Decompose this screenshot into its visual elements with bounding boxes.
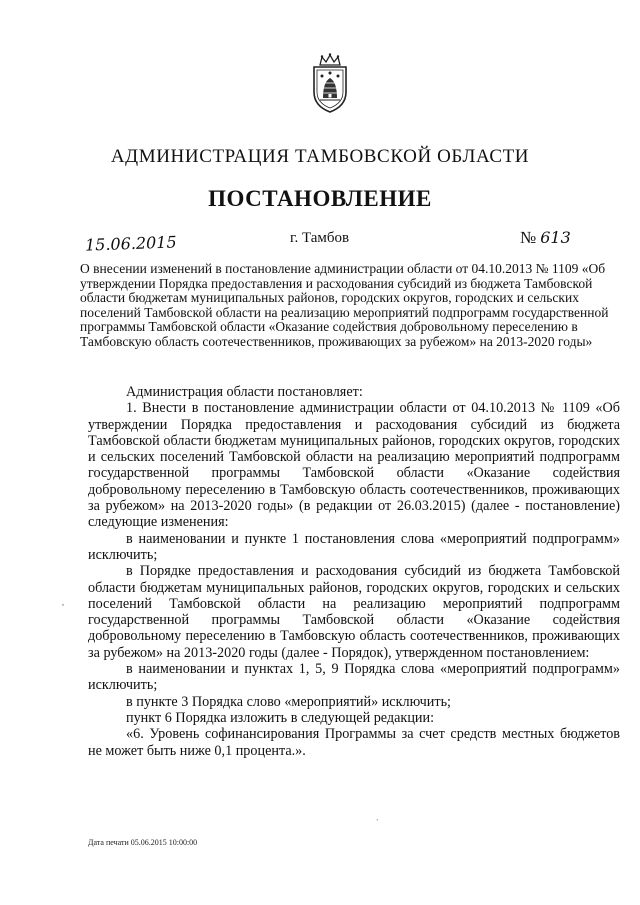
handwritten-date: 15.06.2015	[84, 232, 177, 255]
document-subject: О внесении изменений в постановление администрации области от 04.10.2013 № 1109 «Об утверждении Порядка предоставления и расходования субсидий из бюджета Тамбовской области бюджетам муниципальных районов, городских округов, городских и сельских поселений Тамбовской области на реализацию мероприятий подпрограмм государственной программы Тамбовской области «Оказание содействия добровольному переселению в Тамбовскую область соотечественников, проживающих за рубежом» на 2013-2020 годы»	[80, 261, 609, 349]
print-date: Дата печати 05.06.2015 10:00:00	[88, 838, 198, 847]
paragraph: в Порядке предоставления и расходования субсидий из бюджета Тамбовской области бюджетам муниципальных районов, городских округов, городских и сельских поселений Тамбовской области на реализацию мероприятий подпрограмм государственной программы Тамбовской области «Оказание содействия добровольному переселению в Тамбовскую область соотечественников, проживающих за рубежом» на 2013-2020 годы (далее - Порядок), утвержденном постановлением:	[88, 563, 620, 661]
paragraph: «6. Уровень софинансирования Программы за счет средств местных бюджетов не может быть ниже 0,1 процента.».	[88, 726, 620, 759]
paragraph: 1. Внести в постановление администрации области от 04.10.2013 № 1109 «Об утверждении Порядка предоставления и расходования субсидий из бюджета Тамбовской области бюджетам муниципальных районов, городских округов, городских и сельских поселений Тамбовской области на реализацию мероприятий подпрограмм государственной программы Тамбовской области «Оказание содействия добровольному переселению в Тамбовскую область соотечественников, проживающих за рубежом» на 2013-2020 годы» (в редакции от 26.03.2015) (далее - постановление) следующие изменения:	[88, 400, 620, 531]
paragraph: Администрация области постановляет:	[126, 384, 363, 400]
paragraph: в пункте 3 Порядка слово «мероприятий» исключить;	[126, 693, 451, 710]
organization-name: АДМИНИСТРАЦИЯ ТАМБОВСКОЙ ОБЛАСТИ	[110, 146, 530, 167]
paragraph: в наименовании и пунктах 1, 5, 9 Порядка слова «мероприятий подпрограмм» исключить;	[88, 661, 620, 694]
paragraph: пункт 6 Порядка изложить в следующей редакции:	[126, 709, 435, 726]
number-label: №	[520, 228, 537, 247]
handwritten-number: 613	[540, 228, 571, 247]
document-body	[88, 384, 620, 759]
city: г. Тамбов	[290, 230, 350, 246]
scan-speck: ,	[62, 598, 64, 607]
document-number	[520, 228, 571, 248]
tambov-coat-of-arms-icon	[308, 52, 352, 114]
scan-speck: `	[376, 818, 379, 827]
document-type: ПОСТАНОВЛЕНИЕ	[208, 186, 432, 211]
paragraph: в наименовании и пункте 1 постановления слова «мероприятий подпрограмм» исключить;	[88, 530, 620, 563]
